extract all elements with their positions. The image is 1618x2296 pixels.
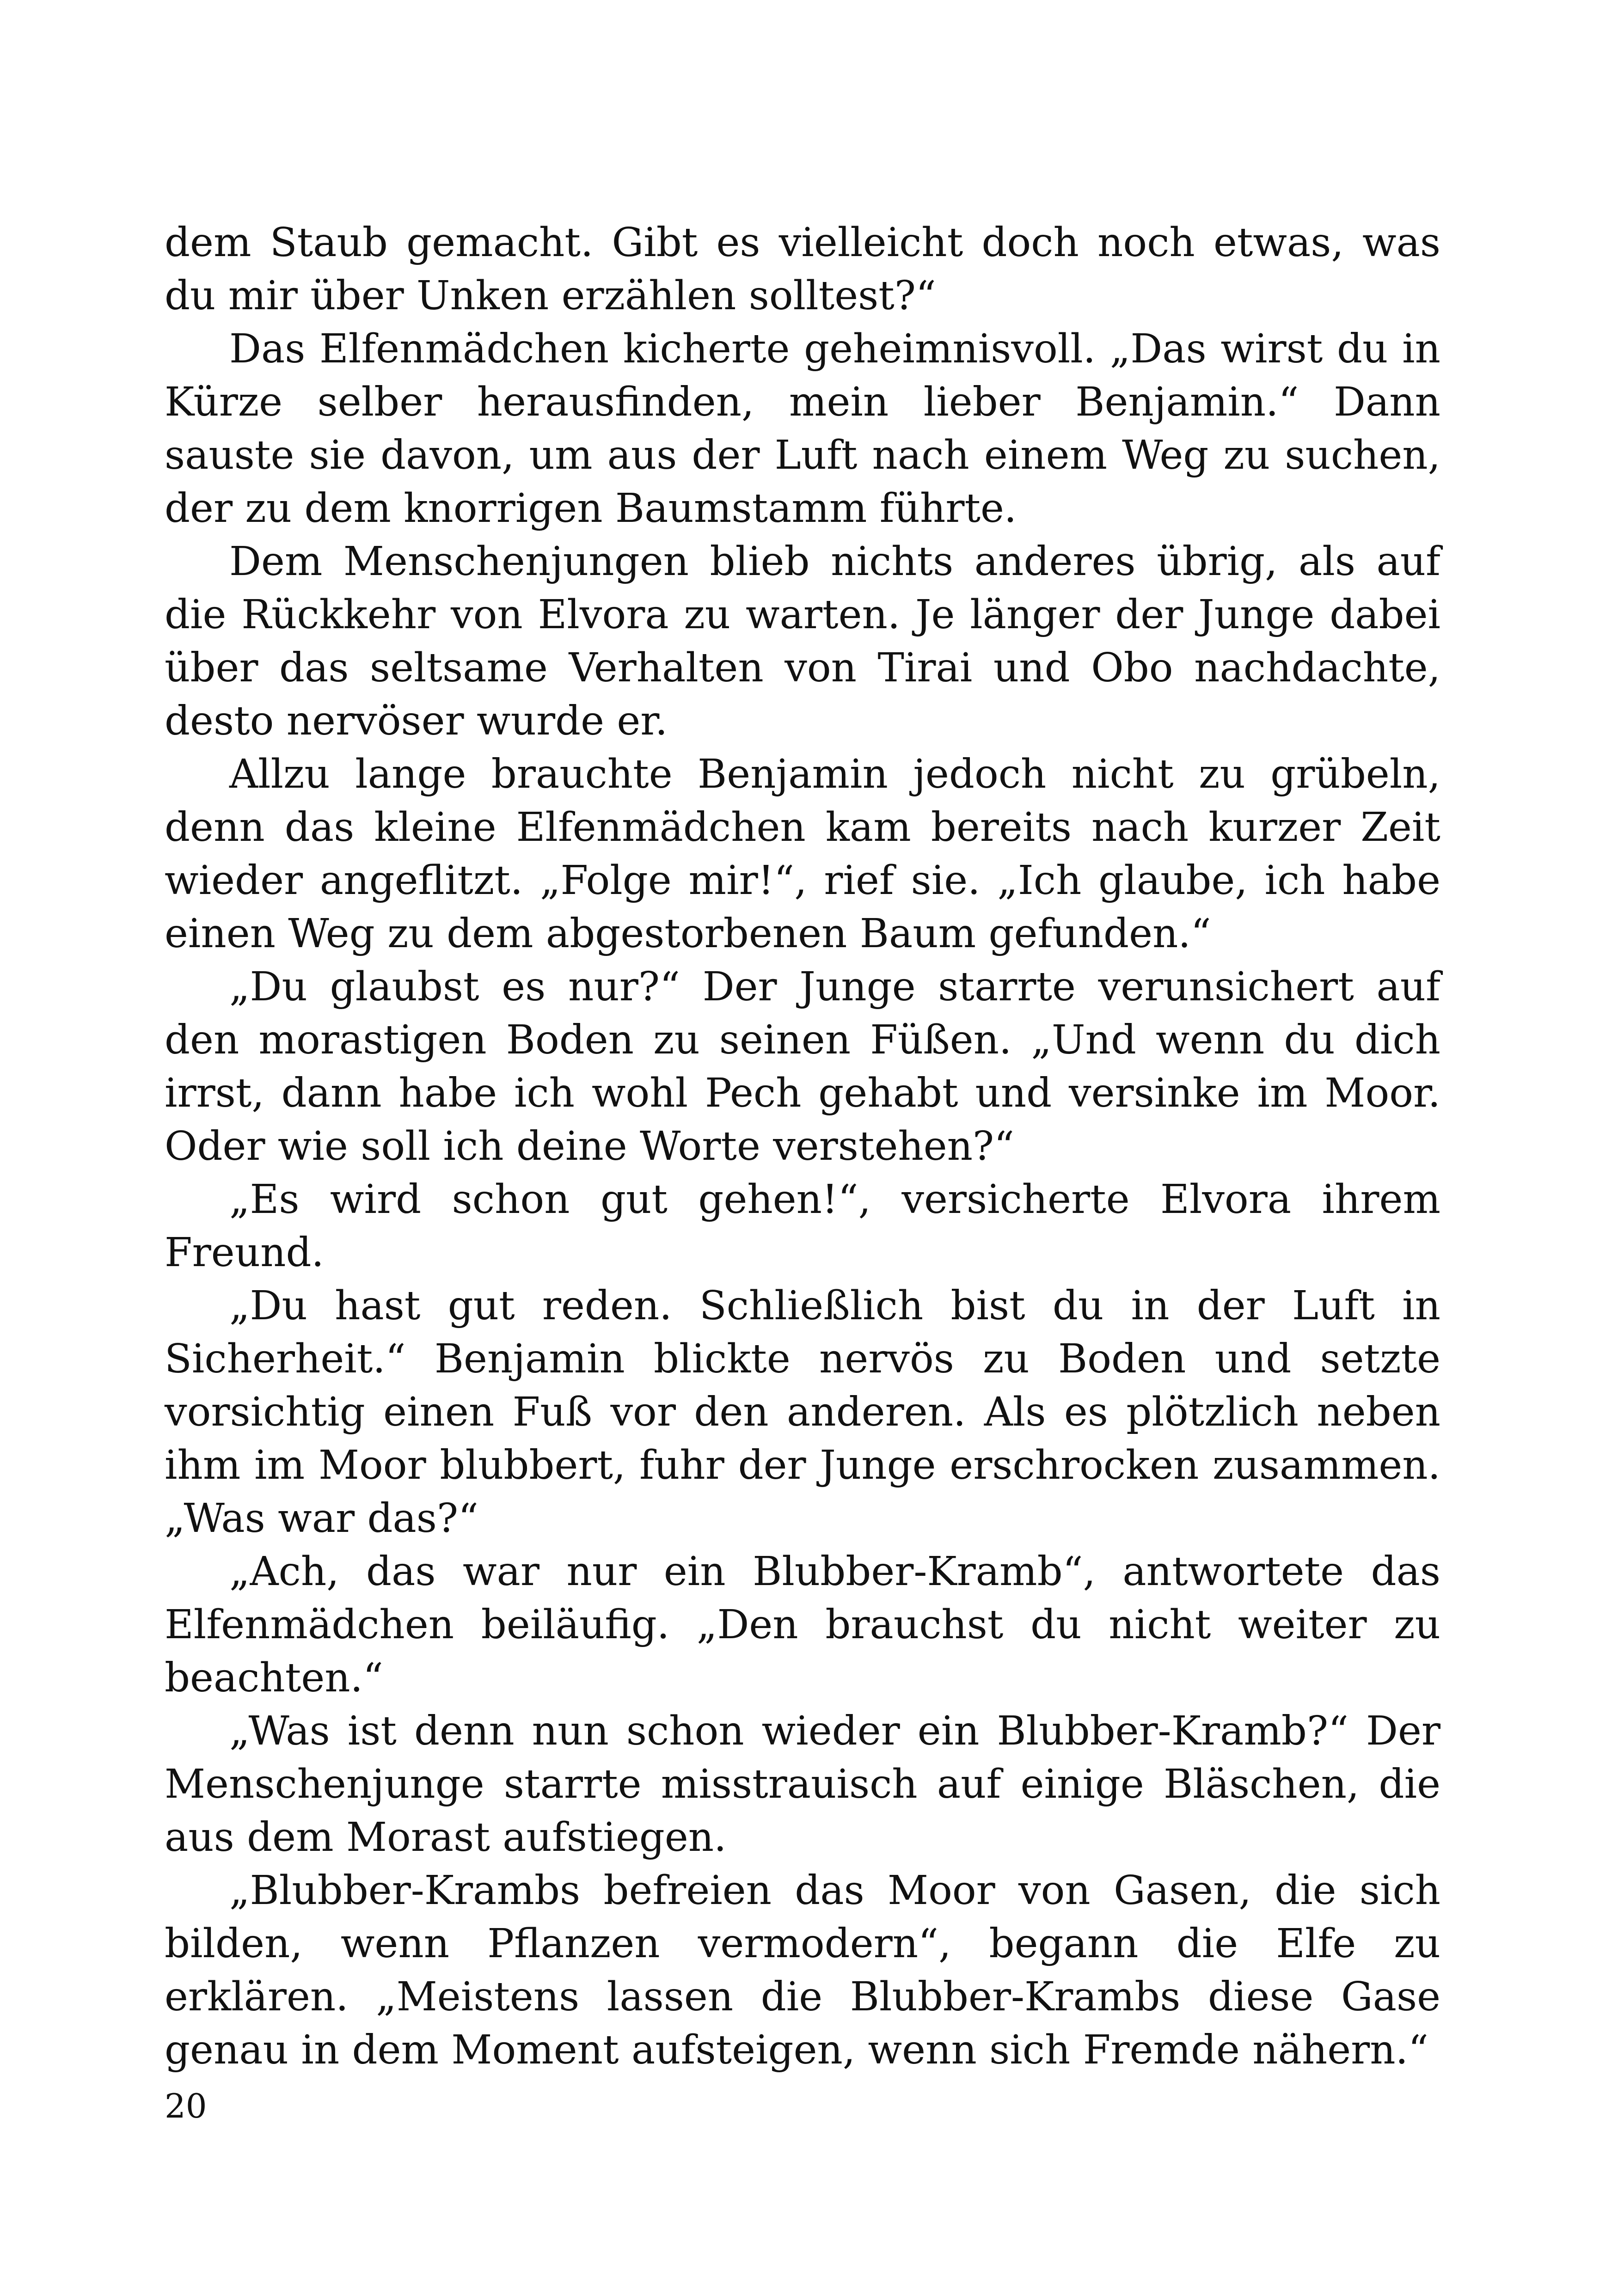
paragraph-4: Allzu lange brauchte Benjamin jedoch nicht zu grübeln, denn das kleine Elfenmädchen kam bereits nach kurzer Zeit wieder angeflitzt. „Folge mir!“, rief sie. „Ich glaube, ich habe einen Weg zu dem abgestorbenen Baum gefunden.“: [165, 751, 1440, 957]
paragraph-5: „Du glaubst es nur?“ Der Junge starrte verunsichert auf den morastigen Boden zu seinen Füßen. „Und wenn du dich irrst, dann habe ich wohl Pech gehabt und versinke im Moor. Oder wie soll ich deine Worte verstehen?“: [165, 964, 1440, 1169]
paragraph-6: „Es wird schon gut gehen!“, versicherte Elvora ihrem Freund.: [165, 1176, 1440, 1276]
paragraph-10: „Blubber-Krambs befreien das Moor von Gasen, die sich bilden, wenn Pflanzen vermodern“, begann die Elfe zu erklären. „Meistens lassen die Blubber-Krambs diese Gase genau in dem Moment aufsteigen, wenn sich Fremde nähern.“: [165, 1867, 1440, 2073]
page-body-text: [165, 216, 1440, 2077]
paragraph-2: Das Elfenmädchen kicherte geheimnisvoll. „Das wirst du in Kürze selber herausfinden, mein lieber Benjamin.“ Dann sauste sie davon, um aus der Luft nach einem Weg zu suchen, der zu dem knorrigen Baumstamm führte.: [165, 326, 1440, 532]
paragraph-7: „Du hast gut reden. Schließlich bist du in der Luft in Sicherheit.“ Benjamin blickte nervös zu Boden und setzte vorsichtig einen Fuß vor den anderen. Als es plötzlich neben ihm im Moor blubbert, fuhr der Junge erschrocken zusammen. „Was war das?“: [165, 1283, 1440, 1542]
paragraph-1: dem Staub gemacht. Gibt es vielleicht doch noch etwas, was du mir über Unken erzählen solltest?“: [165, 220, 1440, 319]
paragraph-3: Dem Menschenjungen blieb nichts anderes übrig, als auf die Rückkehr von Elvora zu warten. Je länger der Junge dabei über das seltsame Verhalten von Tirai und Obo nachdachte, desto nervöser wurde er.: [165, 539, 1440, 744]
page-number: 20: [165, 2087, 207, 2125]
paragraph-8: „Ach, das war nur ein Blubber-Kramb“, antwortete das Elfenmädchen beiläufig. „Den brauchst du nicht weiter zu beachten.“: [165, 1549, 1440, 1701]
paragraph-9: „Was ist denn nun schon wieder ein Blubber-Kramb?“ Der Menschenjunge starrte misstrauisch auf einige Bläschen, die aus dem Morast aufstiegen.: [165, 1708, 1440, 1861]
